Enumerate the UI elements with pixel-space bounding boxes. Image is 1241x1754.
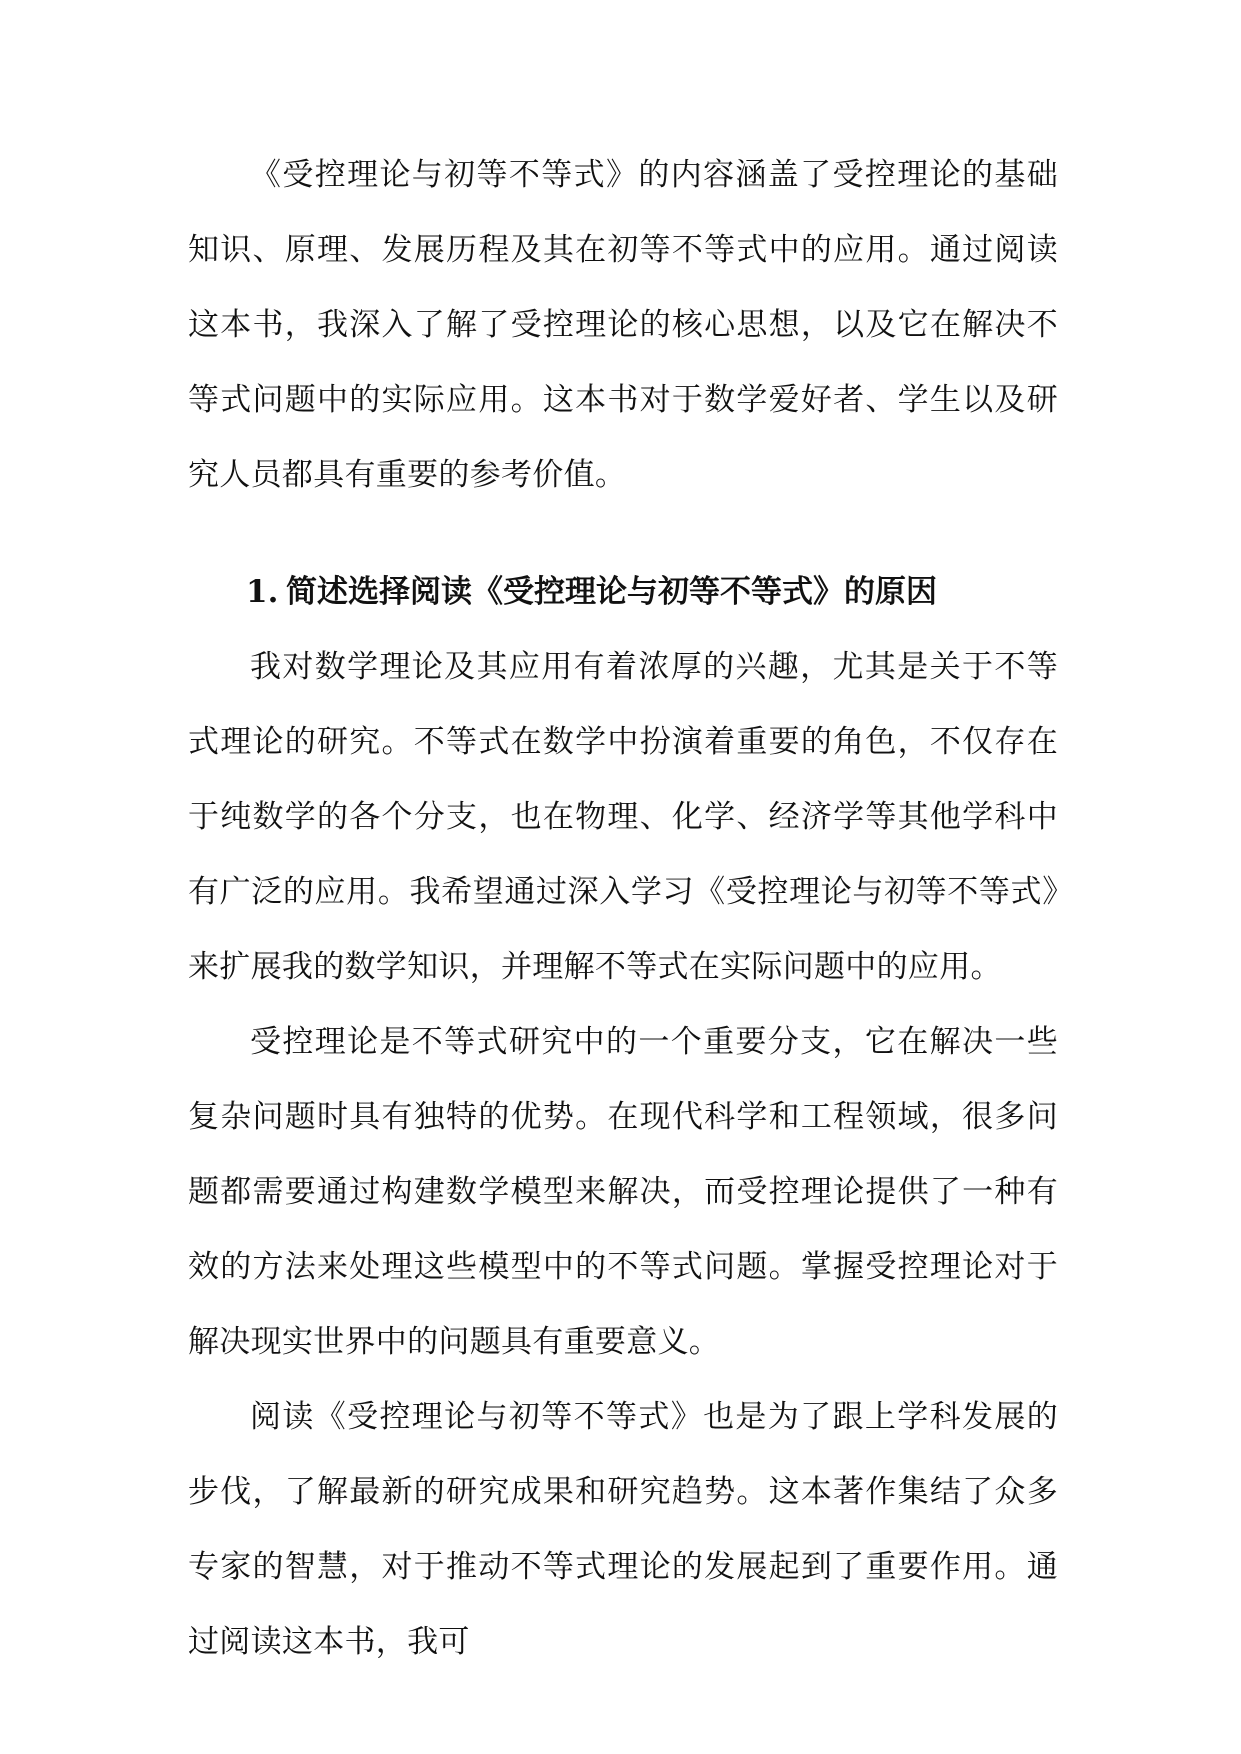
section-title: 简述选择阅读《受控理论与初等不等式》的原因 — [286, 574, 937, 610]
section-spacer — [188, 513, 1058, 555]
document-page — [188, 138, 1058, 1680]
section-number: 1. — [246, 574, 279, 610]
section-heading — [188, 555, 1058, 630]
intro-paragraph: 《受控理论与初等不等式》的内容涵盖了受控理论的基础知识、原理、发展历程及其在初等不等式中的应用。通过阅读这本书，我深入了解了受控理论的核心思想，以及它在解决不等式问题中的实际应用。这本书对于数学爱好者、学生以及研究人员都具有重要的参考价值。 — [188, 157, 1058, 493]
body-paragraph-3: 阅读《受控理论与初等不等式》也是为了跟上学科发展的步伐，了解最新的研究成果和研究趋势。这本著作集结了众多专家的智慧，对于推动不等式理论的发展起到了重要作用。通过阅读这本书，我可 — [188, 1399, 1058, 1660]
body-paragraph-1: 我对数学理论及其应用有着浓厚的兴趣，尤其是关于不等式理论的研究。不等式在数学中扮演着重要的角色，不仅存在于纯数学的各个分支，也在物理、化学、经济学等其他学科中有广泛的应用。我希望通过深入学习《受控理论与初等不等式》来扩展我的数学知识，并理解不等式在实际问题中的应用。 — [188, 649, 1058, 985]
body-paragraph-2: 受控理论是不等式研究中的一个重要分支，它在解决一些复杂问题时具有独特的优势。在现代科学和工程领域，很多问题都需要通过构建数学模型来解决，而受控理论提供了一种有效的方法来处理这些模型中的不等式问题。掌握受控理论对于解决现实世界中的问题具有重要意义。 — [188, 1024, 1058, 1360]
